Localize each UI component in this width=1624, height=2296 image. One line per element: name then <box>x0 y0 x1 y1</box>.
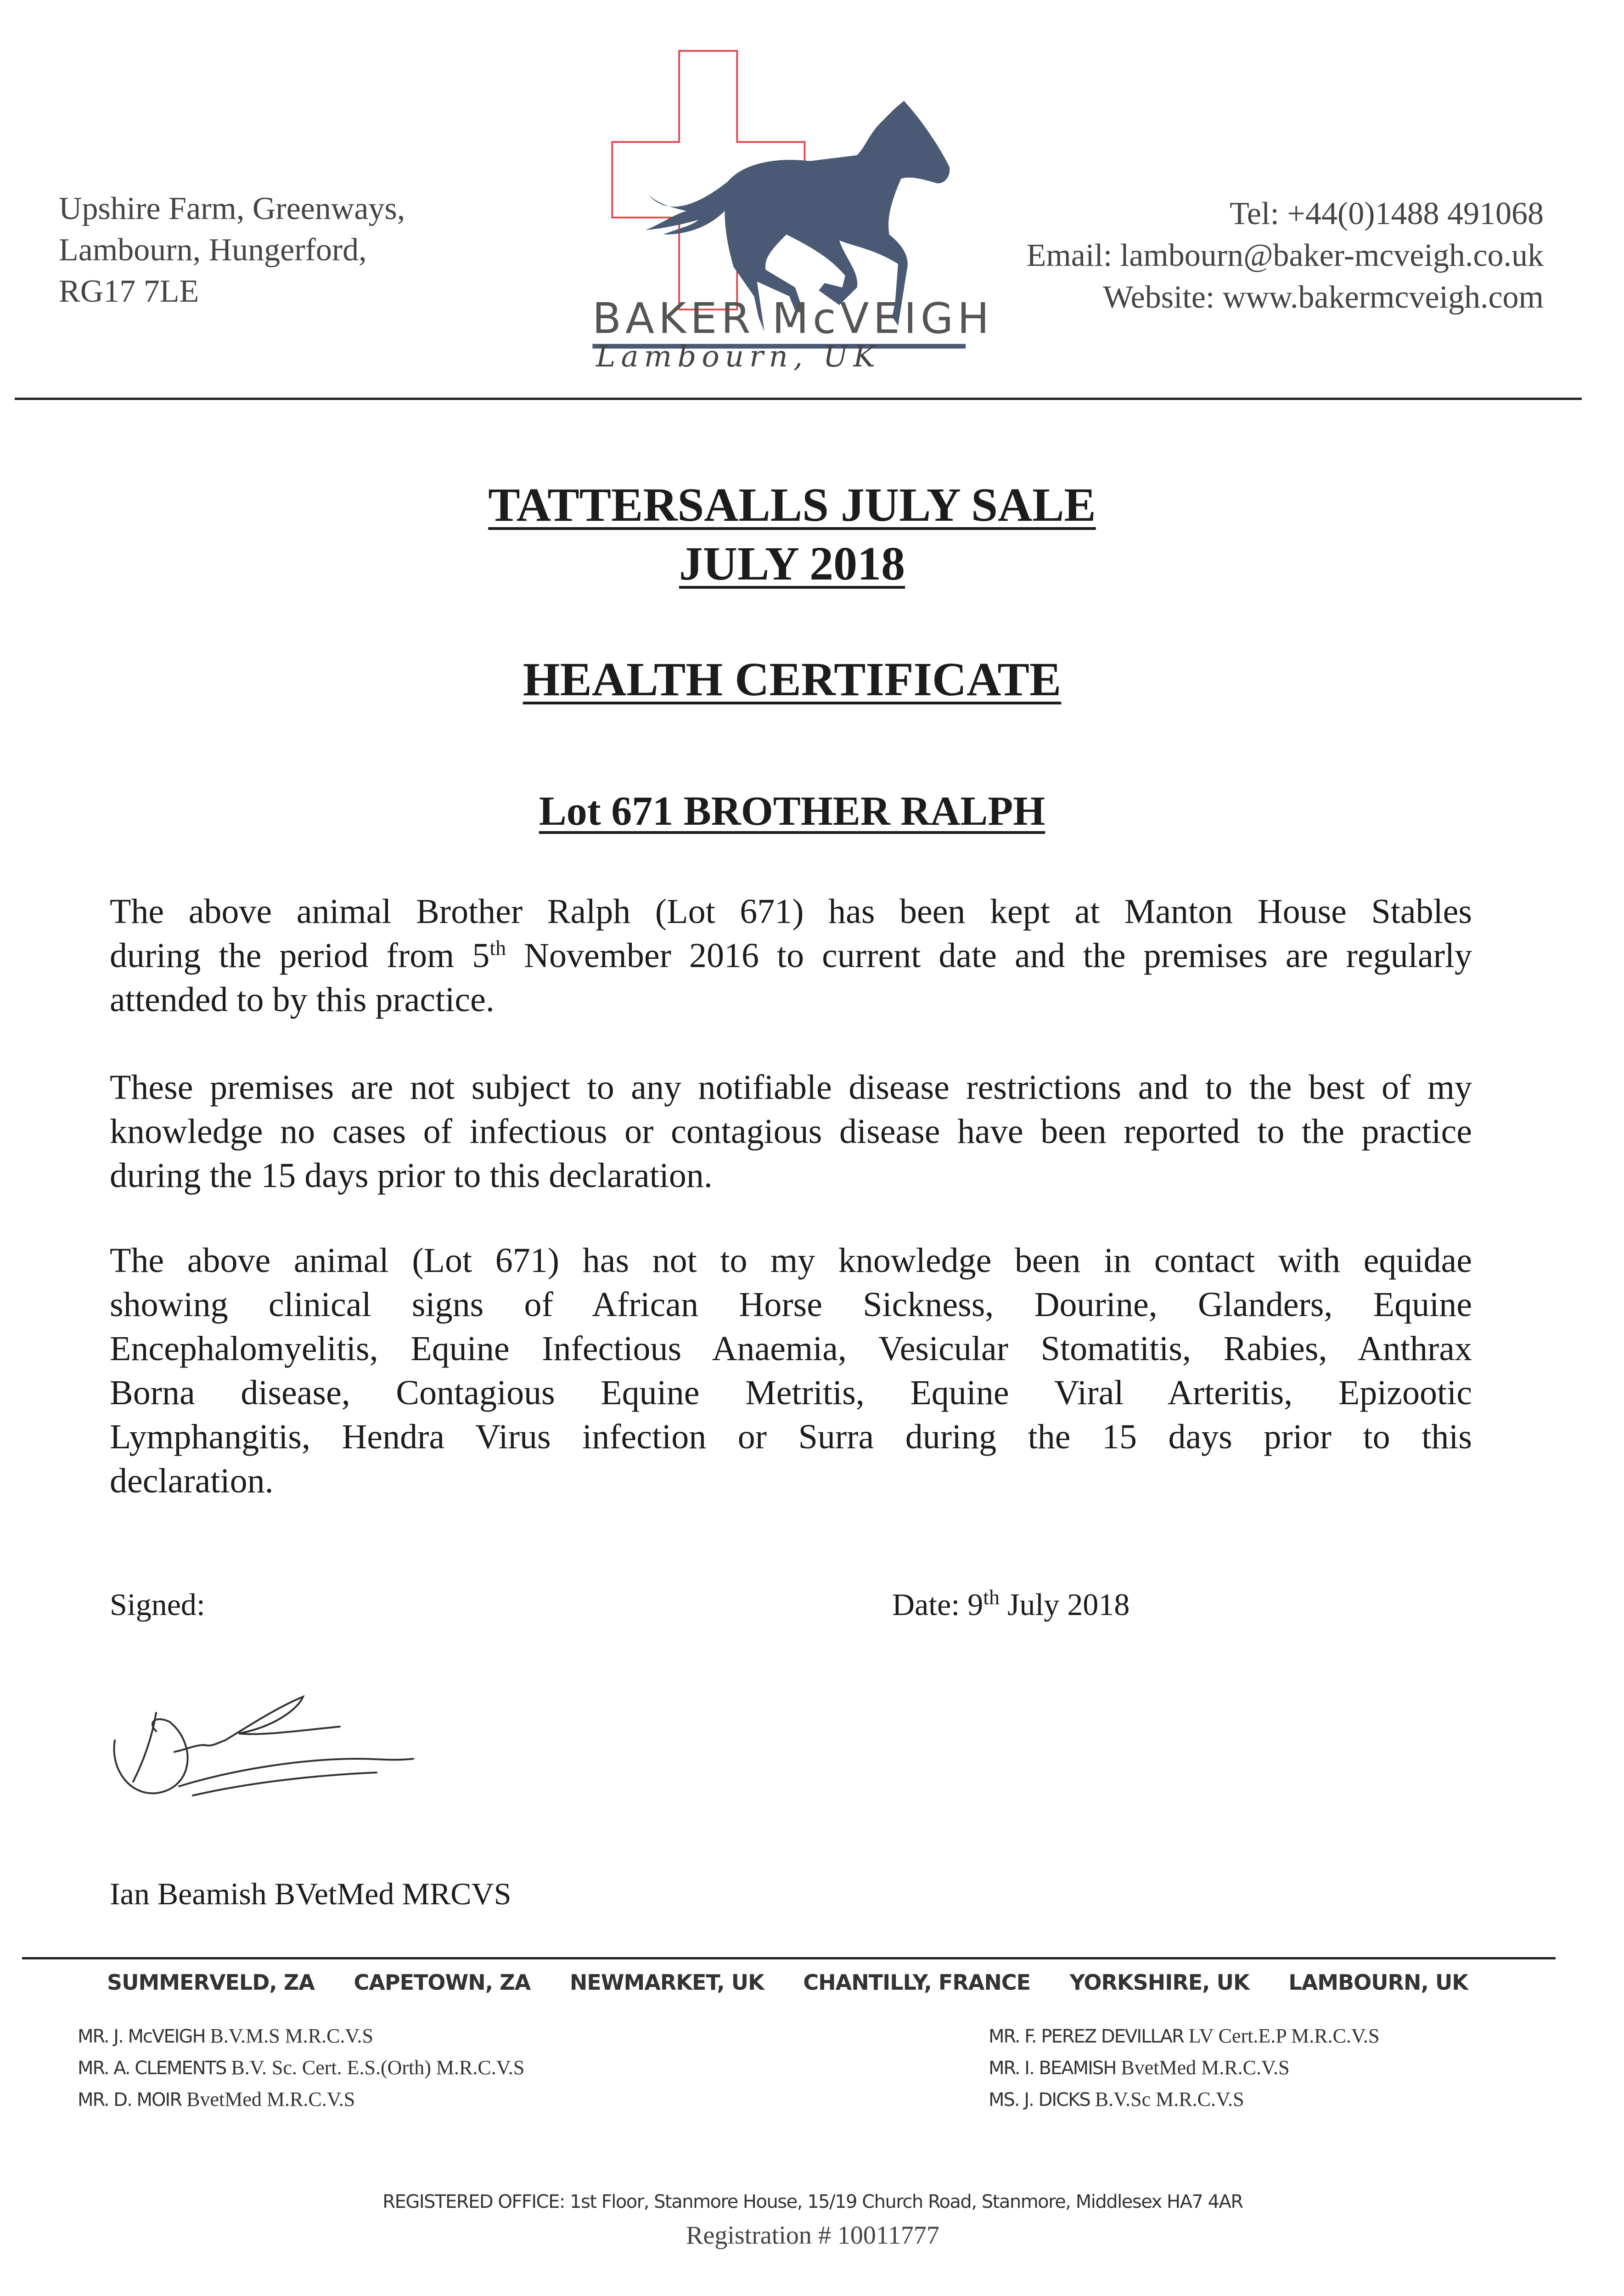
staff-member <box>78 2052 524 2084</box>
address-line: RG17 7LE <box>59 274 199 309</box>
header-divider <box>15 398 1582 400</box>
staff-member <box>989 2020 1379 2052</box>
staff-member <box>78 2020 524 2052</box>
location: NEWMARKET, UK <box>569 1970 764 1995</box>
superscript: th <box>489 936 506 960</box>
staff-list-left <box>78 2020 524 2116</box>
brand-name: BAKER McVEIGH <box>592 294 994 343</box>
staff-list-right <box>989 2020 1379 2116</box>
registration-number: Registration # 10011777 <box>686 2221 939 2250</box>
telephone: Tel: +44(0)1488 491068 <box>1230 196 1544 231</box>
footer-divider <box>22 1957 1556 1959</box>
text-line: The above animal (Lot 671) has not to my knowledge been in contact with equidae <box>110 1241 1472 1280</box>
staff-member <box>989 2084 1379 2116</box>
text-line: knowledge no cases of infectious or contagious disease have been reported to the practice <box>110 1112 1472 1151</box>
text-line: declaration. <box>110 1462 274 1500</box>
staff-member <box>78 2084 524 2116</box>
text-line: Lymphangitis, Hendra Virus infection or Surra during the 15 days prior to this <box>110 1418 1472 1456</box>
text-line: Borna disease, Contagious Equine Metritis, Equine Viral Arteritis, Epizootic <box>110 1373 1472 1412</box>
text-segment: July 2018 <box>1000 1587 1130 1622</box>
staff-name: MR. A. CLEMENTS <box>78 2058 226 2079</box>
sale-date-title: JULY 2018 <box>679 537 905 590</box>
text-line: during the 15 days prior to this declaration. <box>110 1156 713 1195</box>
paragraph-disease-restrictions <box>110 1065 1472 1198</box>
staff-qualifications: LV Cert.E.P M.R.C.V.S <box>1188 2025 1380 2047</box>
location: CHANTILLY, FRANCE <box>803 1970 1031 1995</box>
location: LAMBOURN, UK <box>1288 1970 1468 1995</box>
declaration-date <box>892 1587 1129 1623</box>
location: CAPETOWN, ZA <box>354 1970 531 1995</box>
text-line: The above animal Brother Ralph (Lot 671) has been kept at Manton House Stables <box>110 892 1472 931</box>
brand-location: Lambourn, UK <box>596 340 881 374</box>
staff-member <box>989 2052 1379 2084</box>
text-line: attended to by this practice. <box>110 980 495 1019</box>
contact-details <box>1027 193 1544 318</box>
staff-qualifications: B.V.Sc M.R.C.V.S <box>1095 2088 1244 2110</box>
text-line: showing clinical signs of African Horse Sickness, Dourine, Glanders, Equine <box>110 1285 1472 1324</box>
location: YORKSHIRE, UK <box>1069 1970 1249 1995</box>
text-line <box>110 934 1472 978</box>
location: SUMMERVELD, ZA <box>107 1970 315 1995</box>
staff-qualifications: B.V.M.S M.R.C.V.S <box>210 2025 373 2047</box>
staff-qualifications: BvetMed M.R.C.V.S <box>1121 2056 1290 2079</box>
practice-address <box>59 188 405 312</box>
signed-label: Signed: <box>110 1587 205 1622</box>
staff-name: MS. J. DICKS <box>989 2089 1090 2110</box>
text-segment: November 2016 to current date and the premises are regularly <box>506 936 1472 975</box>
website-link[interactable]: Website: www.bakermcveigh.com <box>1103 280 1544 315</box>
registered-office: REGISTERED OFFICE: 1st Floor, Stanmore House, 15/19 Church Road, Stanmore, Middlesex HA7 4AR <box>382 2191 1243 2212</box>
paragraph-premises <box>110 889 1472 1022</box>
lot-title: Lot 671 BROTHER RALPH <box>539 788 1045 834</box>
paragraph-contact-declaration <box>110 1238 1472 1503</box>
sale-title: TATTERSALLS JULY SALE <box>488 478 1096 531</box>
staff-name: MR. F. PEREZ DEVILLAR <box>989 2026 1184 2047</box>
certificate-title: HEALTH CERTIFICATE <box>523 653 1062 706</box>
office-locations <box>107 1970 1468 1995</box>
text-line: Encephalomyelitis, Equine Infectious Anaemia, Vesicular Stomatitis, Rabies, Anthrax <box>110 1329 1472 1368</box>
signature <box>101 1671 432 1809</box>
email-link[interactable]: Email: lambourn@baker-mcveigh.co.uk <box>1026 238 1544 273</box>
staff-qualifications: BvetMed M.R.C.V.S <box>186 2088 355 2110</box>
address-line: Upshire Farm, Greenways, <box>59 191 405 226</box>
signatory-name: Ian Beamish BVetMed MRCVS <box>110 1876 511 1911</box>
text-segment: Date: 9 <box>892 1587 983 1622</box>
text-segment: during the period from 5 <box>110 936 490 975</box>
staff-name: MR. I. BEAMISH <box>989 2058 1116 2079</box>
staff-qualifications: B.V. Sc. Cert. E.S.(Orth) M.R.C.V.S <box>231 2056 525 2079</box>
staff-name: MR. D. MOIR <box>78 2089 182 2110</box>
text-line: These premises are not subject to any notifiable disease restrictions and to the best of my <box>110 1068 1472 1107</box>
address-line: Lambourn, Hungerford, <box>59 232 367 268</box>
staff-name: MR. J. McVEIGH <box>78 2026 205 2047</box>
superscript: th <box>983 1585 1000 1609</box>
